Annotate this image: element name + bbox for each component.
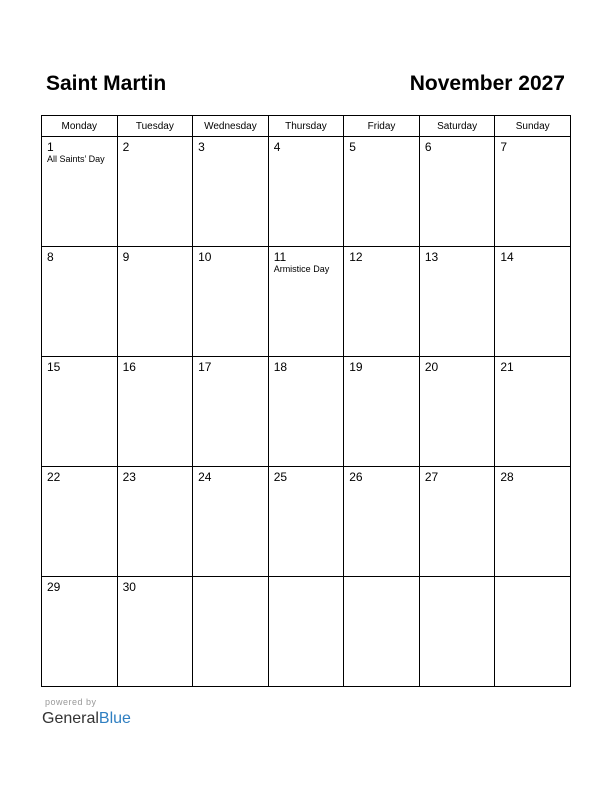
month-year-title: November 2027 [409, 72, 565, 95]
day-cell [419, 357, 495, 467]
week-row [42, 577, 571, 687]
day-number: 4 [273, 140, 281, 154]
day-cell [344, 247, 420, 357]
weekday-header-wednesday: Wednesday [193, 116, 269, 137]
weekday-header-tuesday: Tuesday [117, 116, 193, 137]
day-cell [193, 467, 269, 577]
day-number: 10 [198, 250, 212, 264]
day-cell [268, 247, 344, 357]
day-number: 27 [424, 470, 439, 484]
day-number: 2 [122, 140, 130, 154]
day-cell [193, 577, 269, 687]
day-number [269, 577, 344, 580]
week-row [42, 357, 571, 467]
week-row [42, 247, 571, 357]
weekday-header-sunday: Sunday [495, 116, 571, 137]
day-cell [117, 137, 193, 247]
day-number: 25 [273, 470, 288, 484]
day-cell [344, 467, 420, 577]
day-cell [419, 577, 495, 687]
day-cell [344, 357, 420, 467]
day-number: 17 [198, 360, 212, 374]
day-number: 19 [349, 360, 363, 374]
day-cell [193, 357, 269, 467]
day-cell [419, 467, 495, 577]
day-cell [117, 577, 193, 687]
day-cell [193, 137, 269, 247]
weekday-header-friday: Friday [344, 116, 420, 137]
powered-by-label: powered by [45, 697, 97, 707]
weekday-header-thursday: Thursday [268, 116, 344, 137]
logo-general-text: General [42, 710, 99, 727]
day-number [495, 577, 570, 580]
day-number: 23 [122, 470, 136, 484]
day-cell [117, 467, 193, 577]
day-number: 24 [198, 470, 212, 484]
calendar-grid [41, 115, 571, 687]
footer-branding [42, 697, 131, 729]
day-number: 5 [349, 140, 356, 154]
day-number: 1 [47, 140, 54, 154]
holiday-label: All Saints’ Day [47, 154, 105, 164]
day-cell [268, 577, 344, 687]
day-number: 9 [122, 250, 130, 264]
day-cell [268, 467, 344, 577]
day-cell [344, 577, 420, 687]
day-cell [117, 357, 193, 467]
day-number: 8 [47, 250, 54, 264]
day-number: 12 [349, 250, 363, 264]
day-cell [268, 357, 344, 467]
day-number: 13 [424, 250, 439, 264]
day-number: 7 [500, 140, 508, 154]
day-cell [42, 357, 118, 467]
day-cell [419, 247, 495, 357]
day-number [344, 577, 419, 580]
day-cell [42, 137, 118, 247]
country-title: Saint Martin [46, 72, 167, 95]
day-cell [419, 137, 495, 247]
day-number: 18 [273, 360, 288, 374]
day-number: 29 [47, 580, 61, 594]
day-cell [495, 357, 571, 467]
day-cell [495, 137, 571, 247]
day-number: 11 [273, 250, 287, 264]
day-cell [42, 247, 118, 357]
day-number: 6 [424, 140, 432, 154]
day-cell [268, 137, 344, 247]
day-cell [344, 137, 420, 247]
day-number: 28 [500, 470, 514, 484]
day-number: 26 [349, 470, 363, 484]
generalblue-logo[interactable] [42, 709, 131, 729]
holiday-label: Armistice Day [273, 264, 330, 274]
day-number: 15 [47, 360, 61, 374]
weekday-header-monday: Monday [42, 116, 118, 137]
day-number: 30 [122, 580, 136, 594]
day-cell [193, 247, 269, 357]
weekday-header-saturday: Saturday [419, 116, 495, 137]
day-cell [495, 247, 571, 357]
day-number: 14 [500, 250, 514, 264]
day-number: 22 [47, 470, 61, 484]
week-row [42, 467, 571, 577]
day-number: 3 [198, 140, 205, 154]
logo-blue-text: Blue [98, 710, 131, 727]
week-row [42, 137, 571, 247]
day-cell [42, 577, 118, 687]
day-cell [495, 577, 571, 687]
day-number [420, 577, 495, 580]
day-number: 20 [424, 360, 439, 374]
day-number: 16 [122, 360, 136, 374]
day-number: 21 [500, 360, 514, 374]
day-number [193, 577, 268, 580]
day-cell [117, 247, 193, 357]
day-cell [42, 467, 118, 577]
day-cell [495, 467, 571, 577]
weekday-header-row [42, 116, 571, 137]
